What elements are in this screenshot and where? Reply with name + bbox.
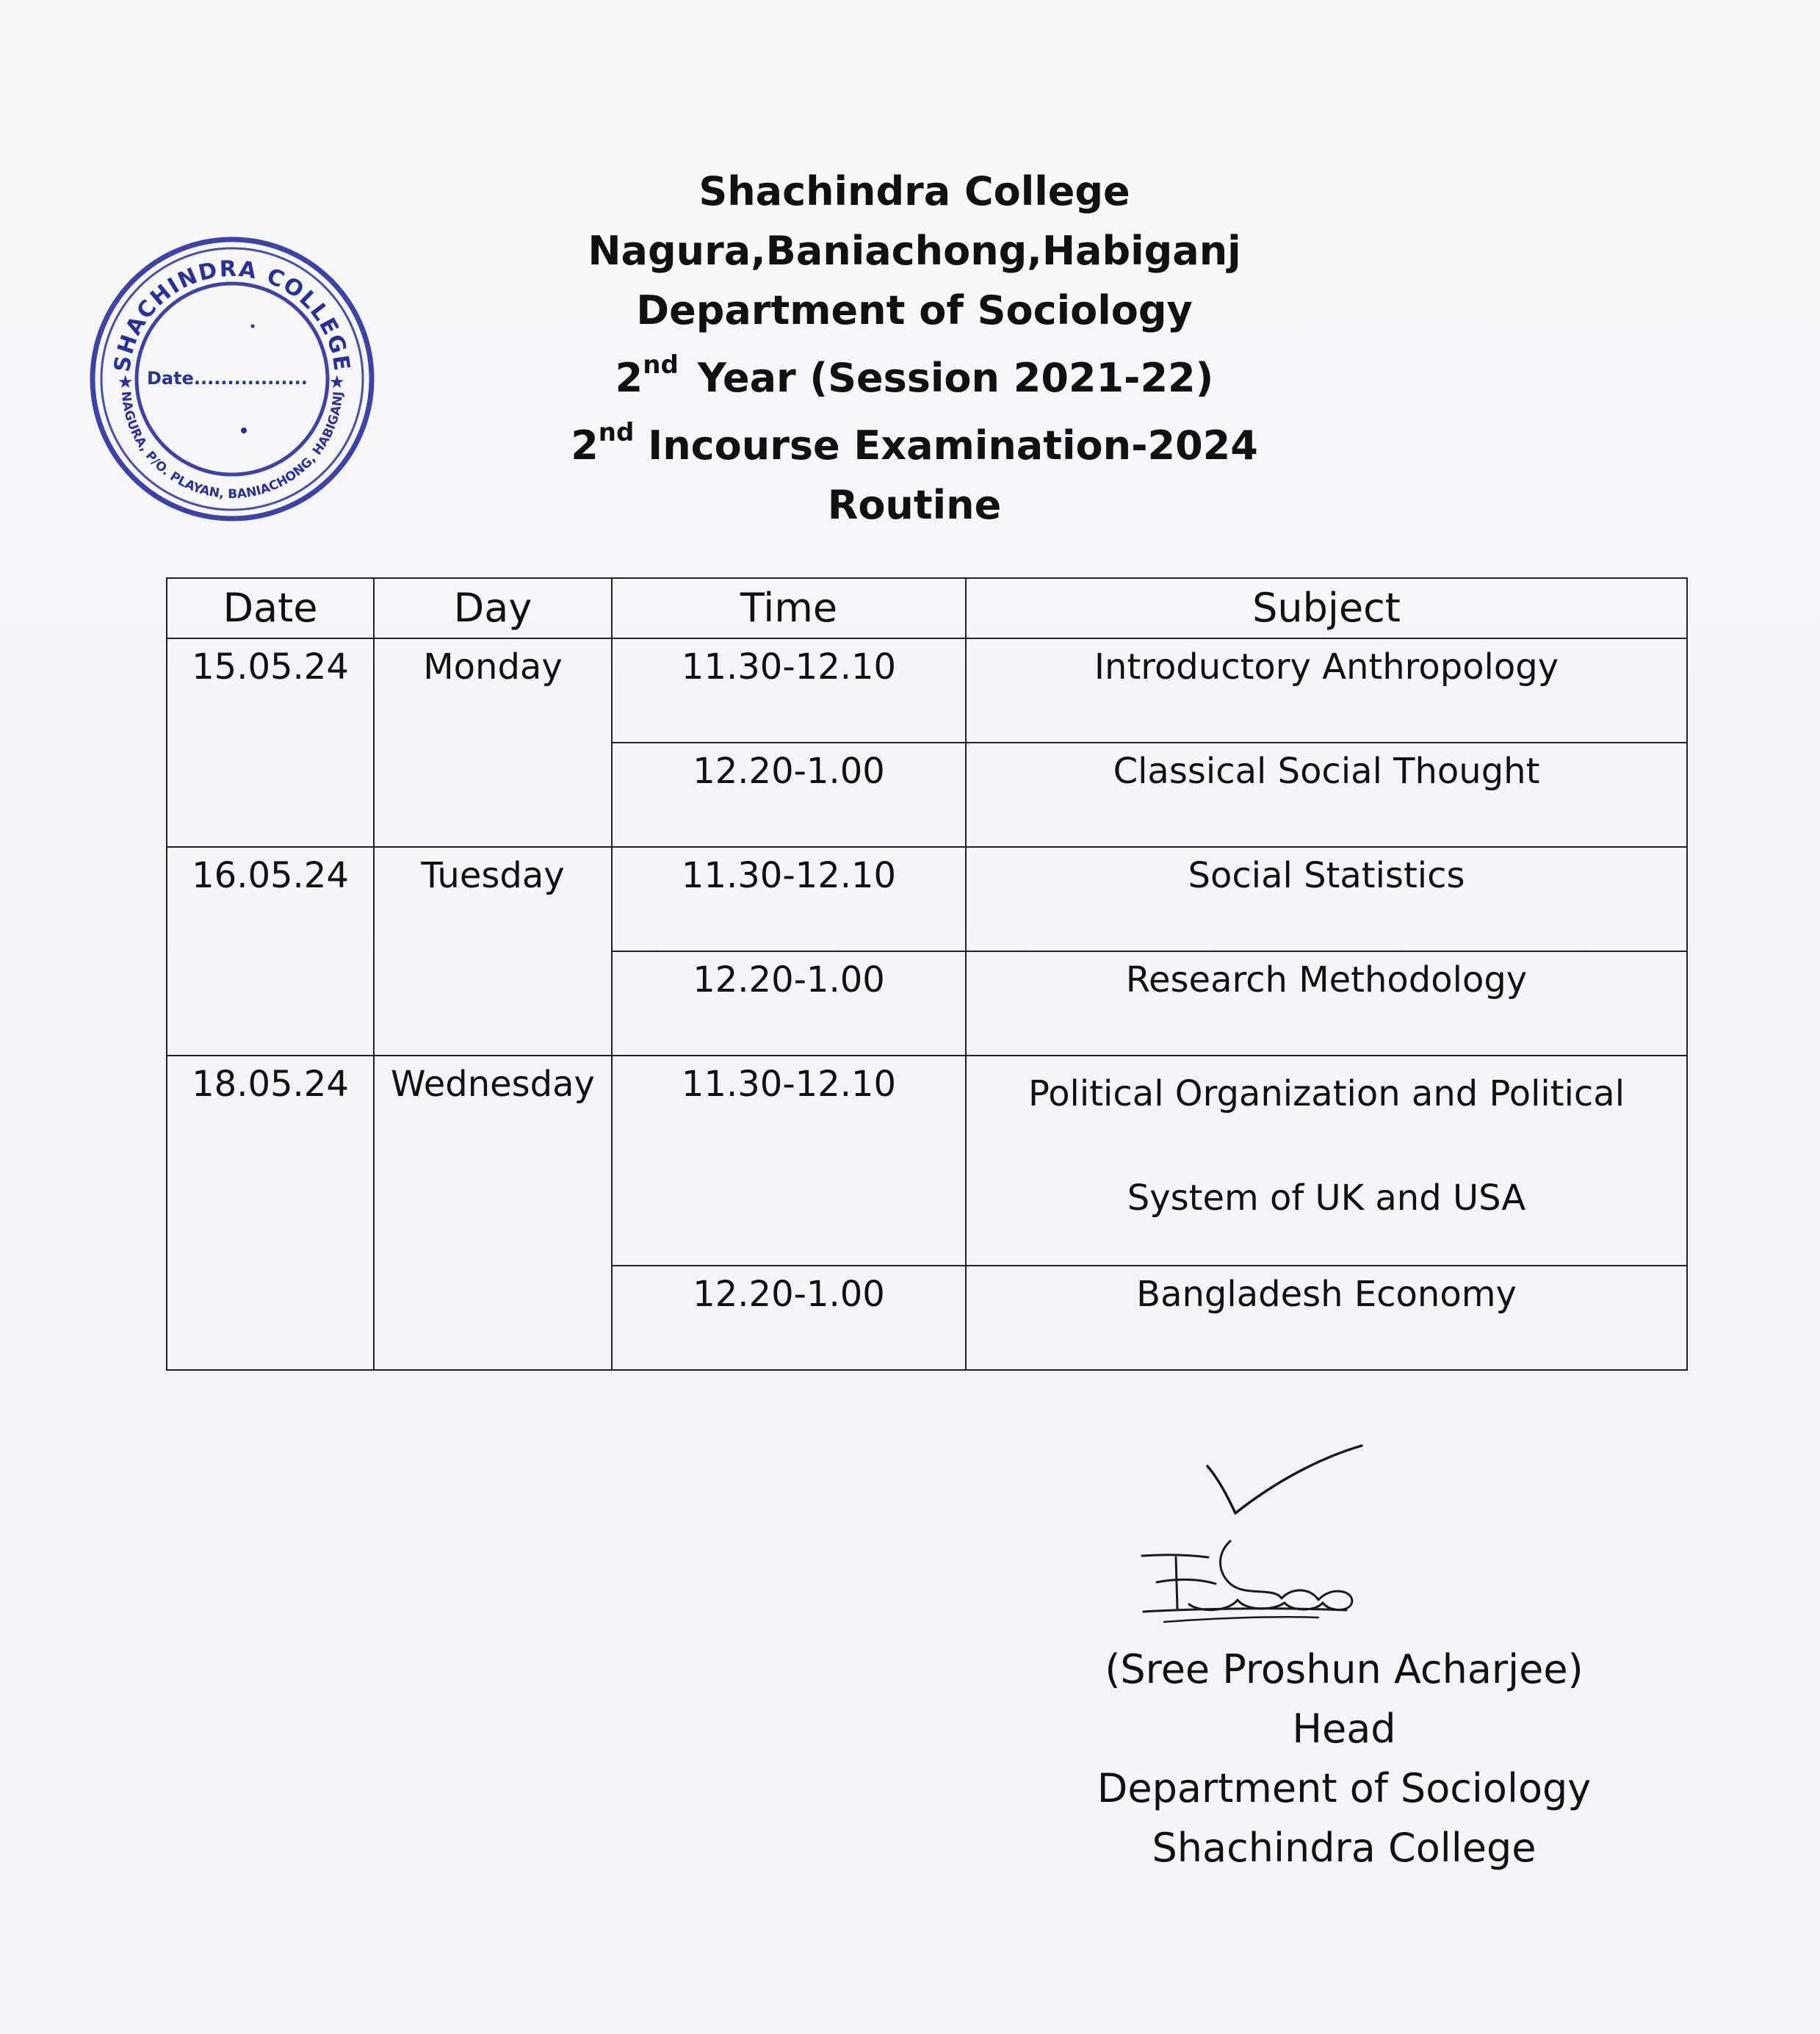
table-header-row bbox=[167, 578, 1687, 638]
day-cell: Monday bbox=[374, 638, 612, 847]
routine-table bbox=[166, 577, 1688, 1371]
time-cell: 12.20-1.00 bbox=[612, 743, 966, 847]
column-header-subject: Subject bbox=[966, 578, 1687, 638]
year-ordinal: 2 bbox=[615, 355, 643, 401]
seal-star-left: ★ bbox=[118, 372, 134, 392]
signatory-title: Head bbox=[1292, 1706, 1396, 1752]
date-cell: 16.05.24 bbox=[167, 847, 374, 1056]
subject-cell: Bangladesh Economy bbox=[966, 1266, 1687, 1370]
subject-cell-multiline bbox=[966, 1056, 1687, 1266]
signatory-college: Shachindra College bbox=[1152, 1825, 1536, 1871]
subject-cell: Introductory Anthropology bbox=[966, 638, 1687, 743]
signatory-block bbox=[1014, 1640, 1675, 1878]
year-session-text: Year (Session 2021-22) bbox=[697, 355, 1214, 401]
column-header-day: Day bbox=[374, 578, 612, 638]
year-ordinal-suffix: nd bbox=[643, 350, 679, 380]
table-row bbox=[167, 847, 1687, 951]
time-cell: 12.20-1.00 bbox=[612, 1266, 966, 1370]
subject-line-2: System of UK and USA bbox=[1127, 1178, 1526, 1219]
exam-ordinal: 2 bbox=[571, 422, 599, 469]
column-header-date: Date bbox=[167, 578, 374, 638]
day-cell: Wednesday bbox=[374, 1056, 612, 1370]
time-cell: 11.30-12.10 bbox=[612, 638, 966, 743]
signatory-name: (Sree Proshun Acharjee) bbox=[1105, 1646, 1584, 1692]
table-row bbox=[167, 638, 1687, 743]
subject-cell: Classical Social Thought bbox=[966, 743, 1687, 847]
handwritten-signature bbox=[1135, 1535, 1362, 1631]
approval-tick-mark bbox=[1205, 1440, 1366, 1521]
exam-text: Incourse Examination-2024 bbox=[648, 422, 1258, 469]
seal-bottom-text: NAGURA, P/O. PLAYAN, BANIACHONG, HABIGANJ bbox=[118, 390, 346, 502]
day-cell: Tuesday bbox=[374, 847, 612, 1056]
college-address: Nagura,Baniachong,Habiganj bbox=[588, 228, 1241, 274]
date-cell: 18.05.24 bbox=[167, 1056, 374, 1370]
signatory-department: Department of Sociology bbox=[1097, 1765, 1592, 1811]
table-row bbox=[167, 1056, 1687, 1266]
document-header bbox=[470, 162, 1359, 535]
college-seal-stamp bbox=[87, 234, 378, 524]
subject-cell: Research Methodology bbox=[966, 951, 1687, 1056]
exam-line bbox=[470, 408, 1359, 475]
year-session-line bbox=[470, 340, 1359, 408]
routine-title: Routine bbox=[827, 482, 1002, 528]
svg-text:NAGURA, P/O. PLAYAN, BANIACHON bbox=[118, 391, 346, 502]
svg-text:SHACHINDRA COLLEGE bbox=[109, 256, 355, 374]
time-cell: 11.30-12.10 bbox=[612, 847, 966, 951]
time-cell: 11.30-12.10 bbox=[612, 1056, 966, 1266]
college-name: Shachindra College bbox=[698, 168, 1130, 214]
column-header-time: Time bbox=[612, 578, 966, 638]
seal-date-field: Date................. bbox=[147, 368, 308, 389]
department-name: Department of Sociology bbox=[636, 287, 1193, 333]
date-cell: 15.05.24 bbox=[167, 638, 374, 847]
time-cell: 12.20-1.00 bbox=[612, 951, 966, 1056]
exam-ordinal-suffix: nd bbox=[598, 418, 635, 447]
seal-star-right: ★ bbox=[329, 372, 345, 392]
subject-cell: Social Statistics bbox=[966, 847, 1687, 951]
subject-line-1: Political Organization and Political bbox=[1028, 1073, 1625, 1114]
seal-top-text: SHACHINDRA COLLEGE bbox=[109, 256, 355, 374]
